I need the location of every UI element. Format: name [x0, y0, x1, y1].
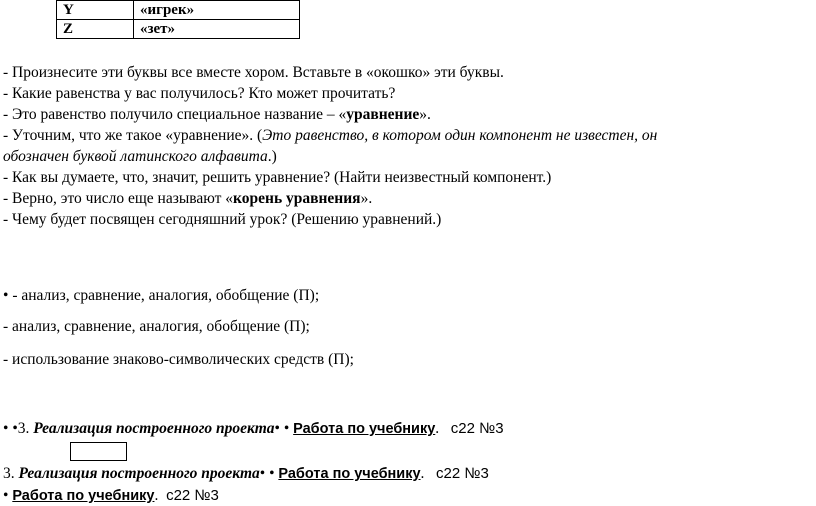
stage-line [3, 464, 489, 484]
page-reference: с22 №3 [166, 487, 219, 504]
text: .) [267, 148, 277, 165]
table-cell-letter: Z [57, 20, 134, 39]
stage-line [3, 419, 504, 439]
page-reference: с22 №3 [450, 420, 504, 437]
answer-box [70, 442, 127, 461]
dialog-line: - Произнесите эти буквы все вместе хором. Вставьте в «окошко» эти буквы. [3, 64, 504, 81]
text: . [420, 465, 425, 482]
table-cell-name: «игрек» [134, 1, 300, 20]
definition-text: Это равенство, в котором один компонент не известен, он [262, 127, 658, 144]
goal-line: - использование знаково-символических средств (П); [3, 351, 354, 368]
goal-line: - анализ, сравнение, аналогия, обобщение (П); [3, 318, 310, 335]
text: . [154, 487, 159, 504]
letters-table [56, 0, 300, 39]
bullet-icon: • [3, 287, 9, 304]
stage-number: 3. [3, 465, 19, 482]
text: - Верно, это число еще называют « [3, 190, 234, 207]
stage-title: Реализация построенного проекта [18, 465, 260, 482]
bullet-icon: • [259, 465, 266, 482]
dialog-line [3, 126, 657, 146]
dialog-line [3, 105, 431, 125]
page-reference: с22 №3 [436, 465, 489, 482]
bullet-icon: • [3, 487, 9, 504]
task-link: Работа по учебнику [12, 488, 155, 504]
text: ». [360, 190, 373, 207]
text: - Это равенство получило специальное название – « [3, 106, 347, 123]
table-row [57, 1, 300, 20]
bullet-icon: • [3, 420, 9, 437]
dialog-line: - Как вы думаете, что, значит, решить уравнение? (Найти неизвестный компонент.) [3, 169, 552, 186]
stage-line [3, 486, 219, 506]
goal-line [3, 286, 319, 306]
task-link: Работа по учебнику [293, 421, 436, 437]
text: . [435, 420, 440, 437]
bullet-icon: • [274, 420, 280, 437]
bullet-icon: • [283, 420, 290, 437]
term-equation: уравнение [346, 106, 420, 123]
table-row [57, 20, 300, 39]
dialog-line [3, 189, 372, 209]
dialog-line: - Какие равенства у вас получилось? Кто может прочитать? [3, 85, 396, 102]
dialog-line [3, 147, 277, 167]
table-cell-letter: Y [57, 1, 134, 20]
bullet-icon: • [12, 420, 18, 437]
table-cell-name: «зет» [134, 20, 300, 39]
stage-number: 3. [17, 420, 34, 437]
dialog-line: - Чему будет посвящен сегодняшний урок? (Решению уравнений.) [3, 211, 442, 228]
task-link: Работа по учебнику [278, 466, 421, 482]
stage-title: Реализация построенного проекта [33, 420, 275, 437]
text: - анализ, сравнение, аналогия, обобщение (П); [8, 287, 320, 304]
text: - Уточним, что же такое «уравнение». ( [3, 127, 263, 144]
text: ». [419, 106, 431, 123]
bullet-icon: • [269, 465, 275, 482]
term-root: корень уравнения [233, 190, 361, 207]
definition-text: обозначен буквой латинского алфавита [3, 148, 268, 165]
